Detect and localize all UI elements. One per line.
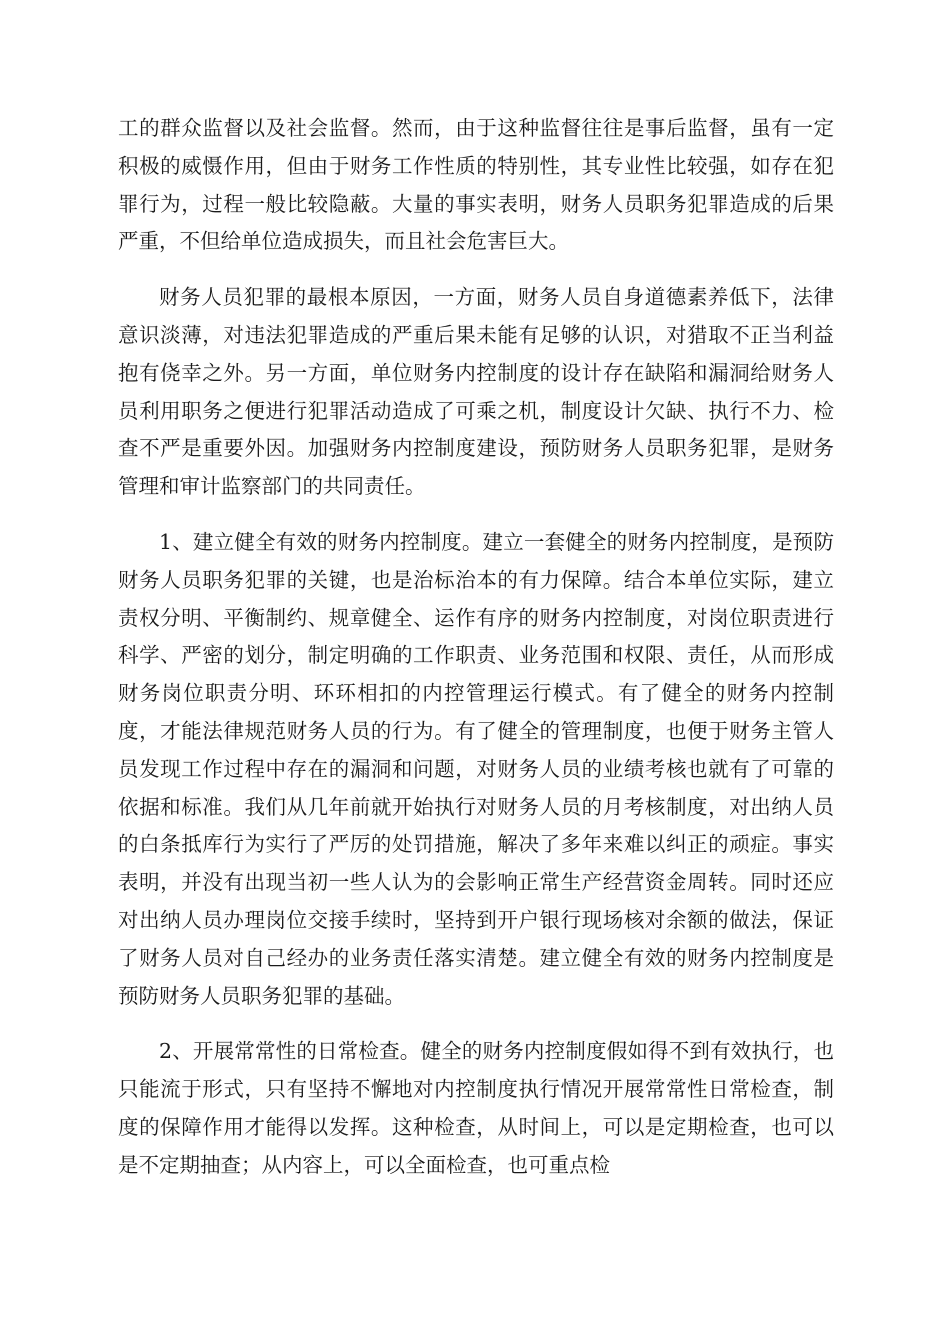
paragraph-gap (118, 261, 834, 279)
paragraph-point-1: 1、建立健全有效的财务内控制度。建立一套健全的财务内控制度，是预防财务人员职务犯罪的关键，也是治标治本的有力保障。结合本单位实际，建立责权分明、平衡制约、规章健全、运作有序的财务内控制度，对岗位职责进行科学、严密的划分，制定明确的工作职责、业务范围和权限、责任，从而形成财务岗位职责分明、环环相扣的内控管理运行模式。有了健全的财务内控制度，才能法律规范财务人员的行为。有了健全的管理制度，也便于财务主管人员发现工作过程中存在的漏洞和问题，对财务人员的业绩考核也就有了可靠的依据和标准。我们从几年前就开始执行对财务人员的月考核制度，对出纳人员的白条抵库行为实行了严厉的处罚措施，解决了多年来难以纠正的顽症。事实表明，并没有出现当初一些人认为的会影响正常生产经营资金周转。同时还应对出纳人员办理岗位交接手续时，坚持到开户银行现场核对余额的做法，保证了财务人员对自己经办的业务责任落实清楚。建立健全有效的财务内控制度是预防财务人员职务犯罪的基础。 (118, 529, 834, 1008)
document-body (118, 110, 834, 1185)
paragraph-gap (118, 506, 834, 524)
paragraph-point-2: 2、开展常常性的日常检查。健全的财务内控制度假如得不到有效执行，也只能流于形式，只有坚持不懈地对内控制度执行情况开展常常性日常检查，制度的保障作用才能得以发挥。这种检查，从时间上，可以是定期检查，也可以是不定期抽查；从内容上，可以全面检查，也可重点检 (118, 1039, 834, 1177)
paragraph-continuation: 工的群众监督以及社会监督。然而，由于这种监督往往是事后监督，虽有一定积极的威慑作用，但由于财务工作性质的特别性，其专业性比较强，如存在犯罪行为，过程一般比较隐蔽。大量的事实表明，财务人员职务犯罪造成的后果严重，不但给单位造成损失，而且社会危害巨大。 (118, 116, 834, 254)
paragraph-gap (118, 1015, 834, 1033)
paragraph-causes: 财务人员犯罪的最根本原因，一方面，财务人员自身道德素养低下，法律意识淡薄，对违法犯罪造成的严重后果未能有足够的认识，对猎取不正当利益抱有侥幸之外。另一方面，单位财务内控制度的设计存在缺陷和漏洞给财务人员利用职务之便进行犯罪活动造成了可乘之机，制度设计欠缺、执行不力、检查不严是重要外因。加强财务内控制度建设，预防财务人员职务犯罪，是财务管理和审计监察部门的共同责任。 (118, 285, 834, 499)
